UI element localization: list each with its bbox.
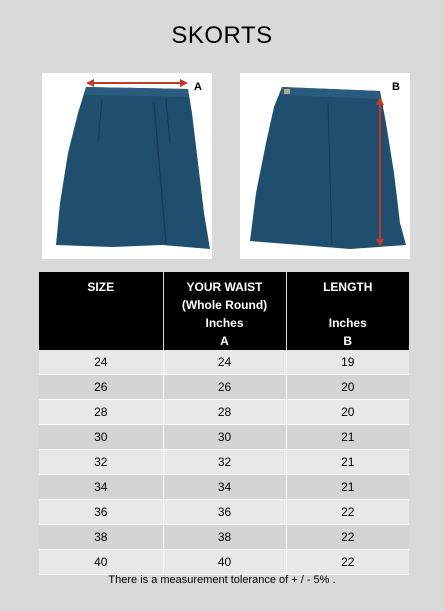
- cell-size: 34: [39, 475, 163, 500]
- table-row: [39, 425, 409, 450]
- size-table: [39, 272, 409, 575]
- cell-length: 22: [286, 550, 409, 575]
- table-row: [39, 375, 409, 400]
- cell-length: 21: [286, 425, 409, 450]
- cell-waist: 36: [163, 500, 286, 525]
- cell-length: 21: [286, 475, 409, 500]
- measure-label-b: B: [392, 81, 400, 93]
- skort-front-illustration: [42, 73, 212, 259]
- cell-waist: 30: [163, 425, 286, 450]
- cell-length: 19: [286, 350, 409, 375]
- page-title: SKORTS: [171, 22, 273, 49]
- cell-waist: 40: [163, 550, 286, 575]
- measure-label-a: A: [194, 81, 202, 93]
- cell-waist: 34: [163, 475, 286, 500]
- cell-size: 28: [39, 400, 163, 425]
- cell-size: 26: [39, 375, 163, 400]
- cell-size: 38: [39, 525, 163, 550]
- skort-back-illustration: [240, 73, 410, 259]
- table-header-row: [39, 272, 409, 350]
- cell-waist: 32: [163, 450, 286, 475]
- cell-length: 20: [286, 400, 409, 425]
- table-row: [39, 500, 409, 525]
- cell-length: 22: [286, 500, 409, 525]
- cell-size: 32: [39, 450, 163, 475]
- cell-waist: 28: [163, 400, 286, 425]
- table-row: [39, 450, 409, 475]
- table-row: [39, 475, 409, 500]
- cell-size: 30: [39, 425, 163, 450]
- tolerance-note: There is a measurement tolerance of + / - 5% .: [108, 574, 336, 586]
- table-row: [39, 350, 409, 375]
- cell-waist: 38: [163, 525, 286, 550]
- skort-back-image: [240, 73, 410, 259]
- cell-length: 20: [286, 375, 409, 400]
- cell-length: 22: [286, 525, 409, 550]
- header-length: LENGTH Inches B: [286, 272, 409, 350]
- skort-front-image: [42, 73, 212, 259]
- cell-size: 24: [39, 350, 163, 375]
- header-size: SIZE: [39, 272, 163, 350]
- cell-size: 40: [39, 550, 163, 575]
- cell-waist: 24: [163, 350, 286, 375]
- header-waist: YOUR WAIST (Whole Round) Inches A: [163, 272, 286, 350]
- cell-length: 21: [286, 450, 409, 475]
- size-chart: [39, 272, 409, 575]
- table-row: [39, 550, 409, 575]
- cell-size: 36: [39, 500, 163, 525]
- table-row: [39, 400, 409, 425]
- table-row: [39, 525, 409, 550]
- cell-waist: 26: [163, 375, 286, 400]
